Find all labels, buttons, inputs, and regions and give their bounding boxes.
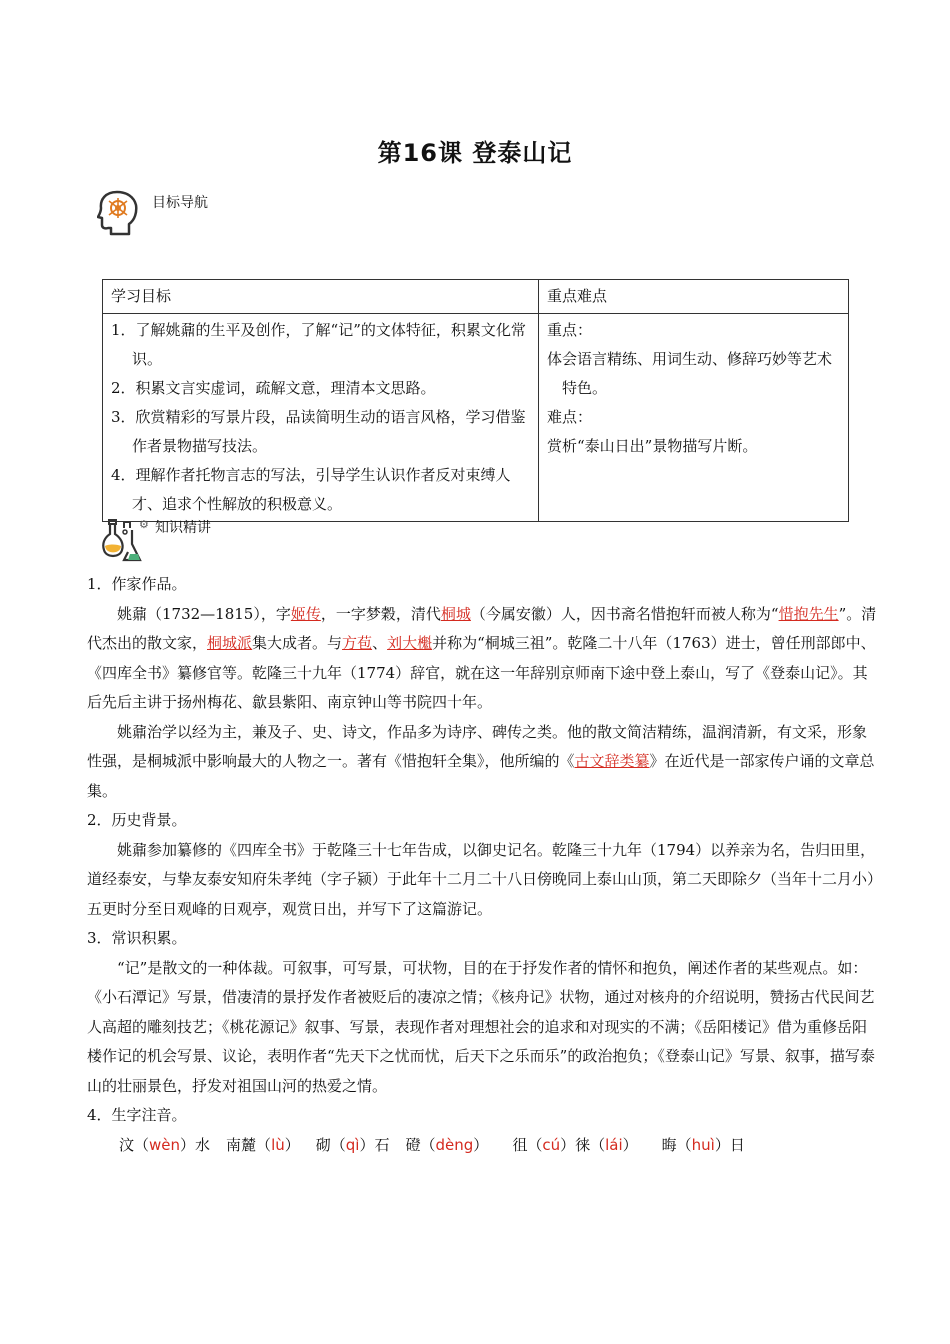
text-run: 集大成者。与 [252, 634, 343, 652]
link-fangbao[interactable]: 方苞 [342, 634, 373, 652]
background-paragraph: 姚鼐参加纂修的《四库全书》于乾隆三十七年告成，以御史记名。乾隆三十九年（1794）以养亲为名，告归田里，道经泰安，与挚友泰安知府朱孝纯（字子颍）于此年十二月二十八日傍晚同上泰山山顶，第二天即除夕（当年十二月小）五更时分至日观峰的日观亭，观赏日出，并写下了这篇游记。 [87, 840, 876, 918]
goal-item: 4．理解作者托物言志的写法，引导学生认识作者反对束缚人才、追求个性解放的积极意义。 [111, 466, 511, 513]
pinyin-item: 砌（qì）石 [315, 1135, 390, 1154]
key-label: 重点： [547, 321, 593, 339]
text-run: 、 [372, 634, 388, 652]
goal-item: 1．了解姚鼐的生平及创作，了解“记”的文体特征，积累文化常识。 [111, 321, 526, 368]
pinyin-line [87, 1131, 877, 1161]
table-header-keypoints: 重点难点 [539, 280, 849, 314]
pinyin-item: 徂（cú）徕（lái） [512, 1135, 638, 1154]
pinyin-item: 晦（huì）日 [661, 1135, 745, 1154]
works-paragraph [87, 718, 877, 807]
pinyin-item: 磴（dèng） [405, 1135, 489, 1154]
text-run: 姚鼐（1732—1815），字 [117, 604, 291, 623]
key-text: 体会语言精练、用词生动、修辞巧妙等艺术特色。 [547, 350, 833, 397]
link-tongchengpai[interactable]: 桐城派 [207, 634, 253, 652]
difficulty-label: 难点： [547, 408, 593, 426]
knowledge-paragraph: “记”是散文的一种体裁。可叙事，可写景，可状物，目的在于抒发作者的情怀和抱负，阐述作者的某些观点。如：《小石潭记》写景，借凄清的景抒发作者被贬后的凄凉之情；《核舟记》状物，通过对核舟的介绍说明，赞扬古代民间艺人高超的雕刻技艺；《桃花源记》叙事、写景，表现作者对理想社会的追求和对现实的不满；《岳阳楼记》借为重修岳阳楼作记的机会写景、议论，表明作者“先天下之忧而忧，后天下之乐而乐”的政治抱负；《登泰山记》写景、叙事，描写泰山的壮丽景色，抒发对祖国山河的热爱之情。 [87, 958, 875, 1095]
nav-label: 目标导航 [152, 195, 208, 211]
text-run: 》在近代是一部家传户诵的文章总集。 [87, 752, 875, 800]
goal-item: 2．积累文言实虚词，疏解文意，理清本文思路。 [111, 379, 436, 397]
table-header-goals: 学习目标 [103, 280, 539, 314]
section-heading: 4．生字注音。 [87, 1106, 187, 1124]
text-run: 姚鼐治学以经为主，兼及子、史、诗文，作品多为诗序、碑传之类。他的散文简洁精练，温润清新，有文采，形象性强，是桐城派中影响最大的人物之一。著有《惜抱轩全集》，他所编的《 [87, 722, 868, 770]
goal-item: 3．欣赏精彩的写景片段，品读简明生动的语言风格，学习借鉴作者景物描写技法。 [111, 408, 526, 455]
section-heading: 3．常识积累。 [87, 929, 187, 947]
link-guwen[interactable]: 古文辞类纂 [574, 752, 650, 770]
gear-icon: ⚙ [139, 518, 149, 531]
goals-table [102, 279, 849, 522]
text-run: ，一字梦穀，清代 [320, 604, 441, 623]
text-run: 并称为“桐城三祖”。乾隆二十八年（1763）进士，曾任刑部郎中、《四库全书》纂修官等。乾隆三十九年（1774）辞官，就在这一年辞别京师南下途中登上泰山，写了《登泰山记》。其后先后主讲于扬州梅花、歙县紫阳、南京钟山等书院四十年。 [87, 634, 876, 711]
link-jichuan[interactable]: 姬传 [290, 604, 321, 623]
pinyin-item: 汶（wèn）水 [119, 1135, 211, 1154]
text-run: ”。清代杰出的散文家， [87, 604, 877, 652]
knowledge-content [87, 570, 877, 1160]
section-heading: 1．作家作品。 [87, 575, 187, 593]
link-liudakui[interactable]: 刘大櫆 [387, 634, 433, 652]
difficulty-text: 赏析“泰山日出”景物描写片断。 [547, 437, 758, 455]
page-title: 第16课 登泰山记 [377, 139, 573, 167]
knowledge-label: 知识精讲 [155, 520, 211, 536]
link-xibao[interactable]: 惜抱先生 [778, 604, 839, 623]
section-heading: 2．历史背景。 [87, 811, 187, 829]
text-run: （今属安徽）人，因书斋名惜抱轩而被人称为“ [470, 604, 779, 623]
pinyin-item: 南麓（lù） [226, 1135, 300, 1154]
link-tongcheng[interactable]: 桐城 [440, 604, 471, 623]
author-paragraph [87, 600, 877, 718]
head-brain-icon [97, 188, 139, 236]
